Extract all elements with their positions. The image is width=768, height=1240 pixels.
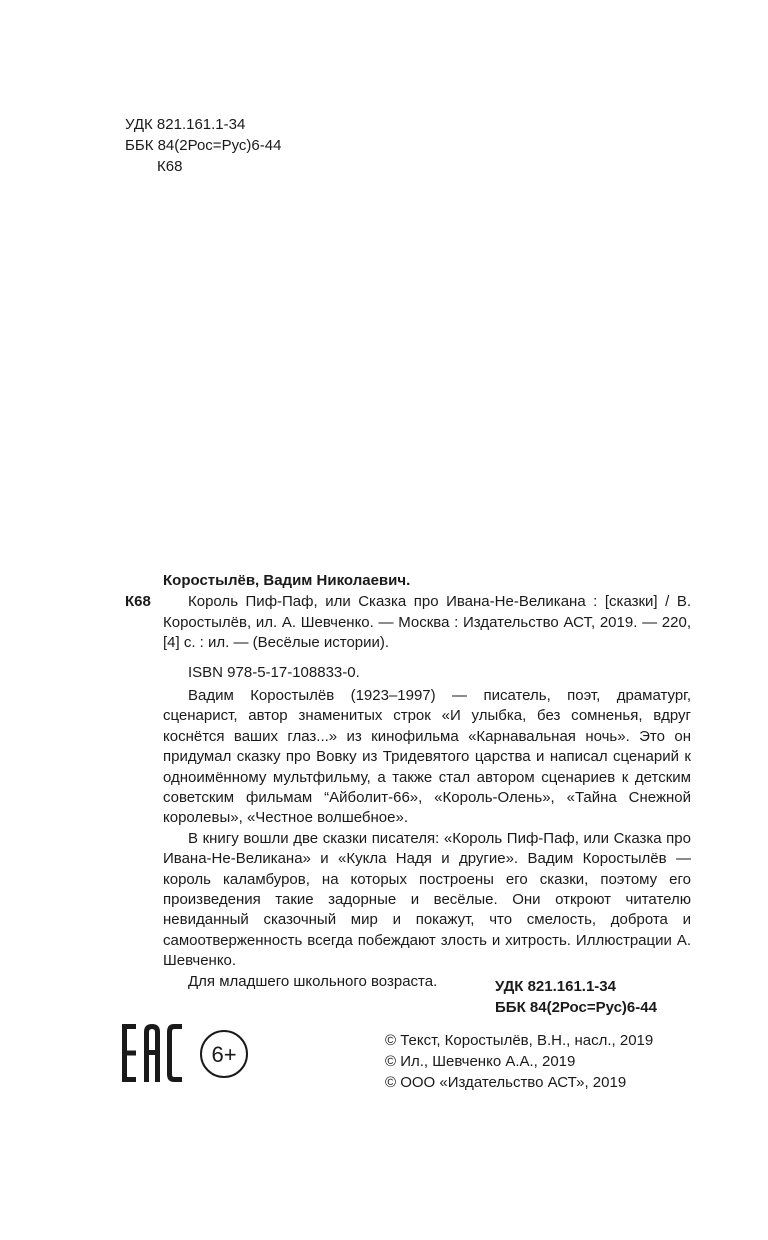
annotation-paragraph: Для младшего школьного возраста. [188, 972, 438, 990]
copyright-block [385, 1030, 653, 1093]
copyright-line: © Ил., Шевченко А.А., 2019 [385, 1053, 576, 1070]
annotation-paragraph: Вадим Коростылёв (1923–1997) — писатель, поэт, драматург, сценарист, автор знаменитых строк «И улыбка, без сомненья, вдруг коснётся ваших глаз...» из кинофильма «Карнавальная ночь». Это он придумал сказку про Вовку из Тридевятого царства и написал сценарий к одноимённому мультфильму, а также стал автором сценариев к детским советским фильмам “Айболит-66», «Король-Олень», «Тайна Снежной королевы», «Честное волшебное». [163, 687, 691, 827]
annotation [163, 686, 691, 992]
udk-code: УДК 821.161.1-34 [125, 116, 246, 133]
isbn: ISBN 978-5-17-108833-0. [188, 664, 360, 681]
bbk-code: ББК 84(2Рос=Рус)6-44 [125, 137, 282, 154]
record-author: Коростылёв, Вадим Николаевич. [163, 572, 411, 589]
copyright-line: © ООО «Издательство АСТ», 2019 [385, 1074, 627, 1091]
record-description: Король Пиф-Паф, или Сказка про Ивана-Не-Великана : [сказки] / В. Коростылёв, ил. А. Шевченко. — Москва : Издательство АСТ, 2019. — 220,[4] с. : ил. — (Весёлые истории). [163, 593, 691, 651]
age-rating-badge: 6+ [200, 1030, 248, 1078]
record-description-block [163, 592, 691, 654]
bottom-classification-codes [495, 976, 657, 1018]
top-classification-codes [125, 114, 281, 177]
eac-mark-icon [122, 1024, 182, 1082]
author-mark: К68 [157, 158, 183, 175]
bottom-udk-code: УДК 821.161.1-34 [495, 978, 616, 995]
bottom-bbk-code: ББК 84(2Рос=Рус)6-44 [495, 999, 657, 1016]
copyright-line: © Текст, Коростылёв, В.Н., насл., 2019 [385, 1032, 654, 1049]
annotation-paragraph: В книгу вошли две сказки писателя: «Король Пиф-Паф, или Сказка про Ивана-Не-Великана» и «Кукла Надя и другие». Вадим Коростылёв — король каламбуров, на которых построены его сказки, поэтому его произведения такие задорные и весёлые. Они откроют читателю невиданный сказочный мир и покажут, что смелость, доброта и самоотверженность всегда побеждают злость и хитрость. Иллюстрации А. Шевченко. [163, 829, 691, 970]
record-shelfmark: К68 [125, 593, 151, 610]
